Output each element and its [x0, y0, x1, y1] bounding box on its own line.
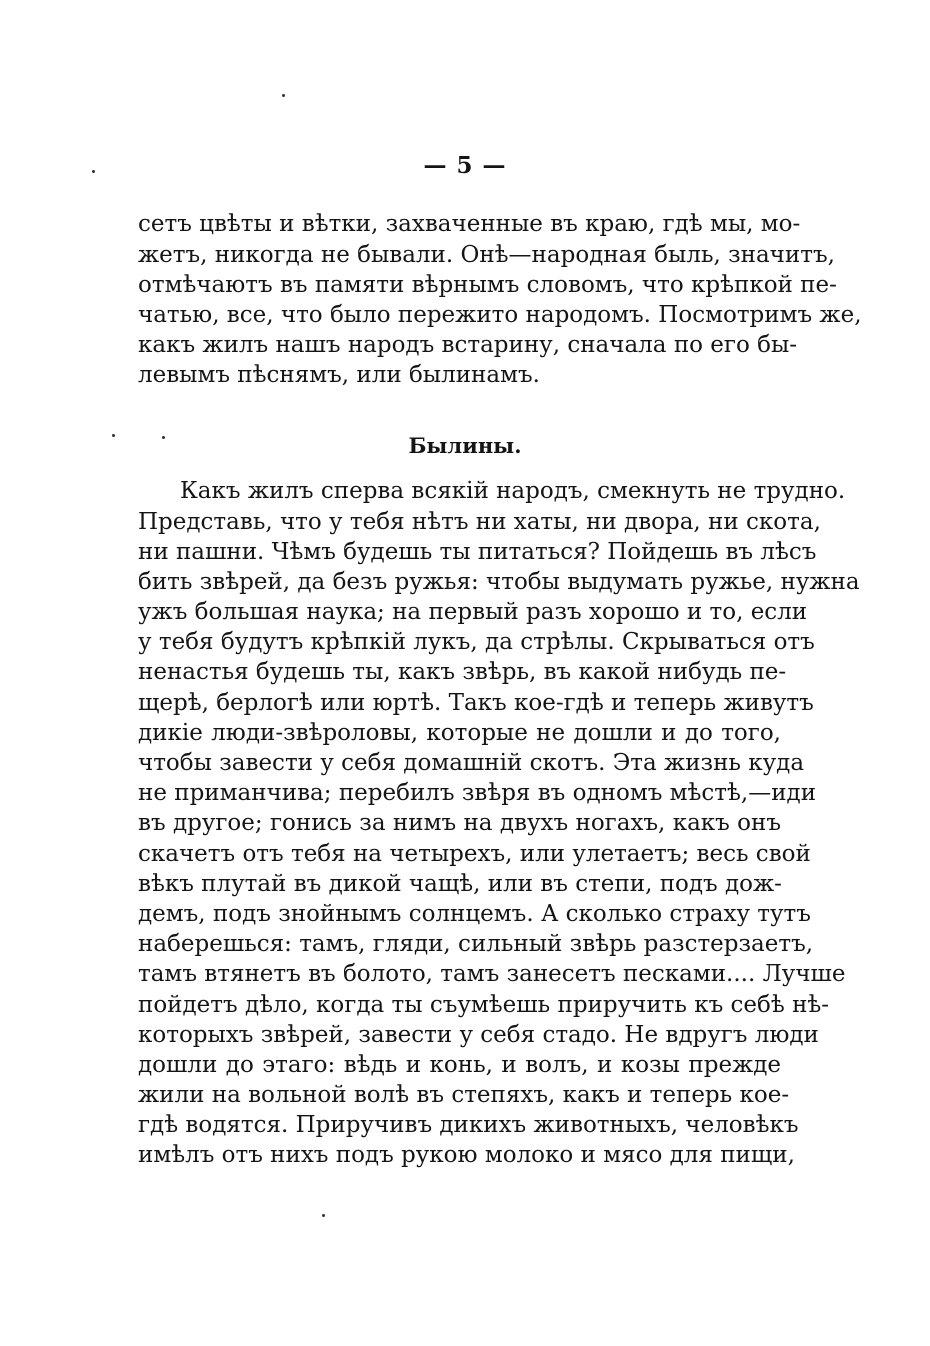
paragraph-2-line: чтобы завести у себя домашній скотъ. Эта жизнь куда [138, 750, 805, 776]
section-heading: Былины. [408, 433, 522, 458]
scan-speck [282, 94, 285, 97]
scan-speck [112, 434, 115, 437]
paragraph-2-line: пойдетъ дѣло, когда ты съумѣешь приручить къ себѣ нѣ- [138, 992, 830, 1018]
paragraph-2-line: щерѣ, берлогѣ или юртѣ. Такъ кое-гдѣ и теперь живутъ [138, 690, 814, 716]
paragraph-2-line: ненастья будешь ты, какъ звѣрь, въ какой нибудь пе- [138, 659, 787, 685]
paragraph-2-line: ни пашни. Чѣмъ будешь ты питаться? Пойдешь въ лѣсъ [138, 539, 817, 565]
paragraph-1-line: отмѣчаютъ въ памяти вѣрнымъ словомъ, что крѣпкой пе- [138, 272, 837, 298]
scan-speck [322, 1214, 325, 1217]
paragraph-2-line: жили на вольной волѣ въ степяхъ, какъ и теперь кое- [138, 1082, 790, 1108]
scan-speck [92, 170, 95, 173]
paragraph-2-line: Какъ жилъ сперва всякій народъ, смекнуть не трудно. [180, 478, 846, 504]
paragraph-2-line: ужъ большая наука; на первый разъ хорошо и то, если [138, 599, 808, 625]
paragraph-2-line: у тебя будутъ крѣпкій лукъ, да стрѣлы. Скрываться отъ [138, 629, 815, 655]
page-number: — 5 — [423, 152, 507, 179]
paragraph-2-line: бить звѣрей, да безъ ружья: чтобы выдумать ружье, нужна [138, 569, 860, 595]
paragraph-1-line: какъ жилъ нашъ народъ встарину, сначала по его бы- [138, 332, 798, 358]
paragraph-2-line: не приманчива; перебилъ звѣря въ одномъ мѣстѣ,—иди [138, 780, 817, 806]
paragraph-2-line: въ другое; гонись за нимъ на двухъ ногахъ, какъ онъ [138, 810, 781, 836]
paragraph-2-line: демъ, подъ знойнымъ солнцемъ. А сколько страху тутъ [138, 901, 811, 927]
paragraph-2-line: гдѣ водятся. Приручивъ дикихъ животныхъ, человѣкъ [138, 1112, 799, 1138]
paragraph-2-line: дошли до этаго: вѣдь и конь, и волъ, и козы прежде [138, 1052, 781, 1078]
paragraph-1-line: жетъ, никогда не бывали. Онѣ—народная быль, значитъ, [138, 242, 835, 268]
paragraph-2-line: скачетъ отъ тебя на четырехъ, или улетаетъ; весь свой [138, 841, 811, 867]
paragraph-2-line: Представь, что у тебя нѣтъ ни хаты, ни двора, ни скота, [138, 509, 821, 535]
paragraph-2-line: имѣлъ отъ нихъ подъ рукою молоко и мясо для пищи, [138, 1142, 795, 1168]
paragraph-1-line: чатью, все, что было пережито народомъ. Посмотримъ же, [138, 302, 862, 328]
paragraph-1-line: левымъ пѣснямъ, или былинамъ. [138, 362, 540, 388]
paragraph-1-line: сетъ цвѣты и вѣтки, захваченные въ краю, гдѣ мы, мо- [138, 211, 801, 237]
paragraph-2-line: которыхъ звѣрей, завести у себя стадо. Не вдругъ люди [138, 1022, 819, 1048]
scan-speck [162, 436, 165, 439]
paragraph-2-line: дикіе люди-звѣроловы, которые не дошли и до того, [138, 720, 781, 746]
paragraph-2-line: вѣкъ плутай въ дикой чащѣ, или въ степи, подъ дож- [138, 871, 782, 897]
paragraph-2-line: тамъ втянетъ въ болото, тамъ занесетъ песками.... Лучше [138, 961, 846, 987]
paragraph-2-line: наберешься: тамъ, гляди, сильный звѣрь разстерзаетъ, [138, 931, 814, 957]
